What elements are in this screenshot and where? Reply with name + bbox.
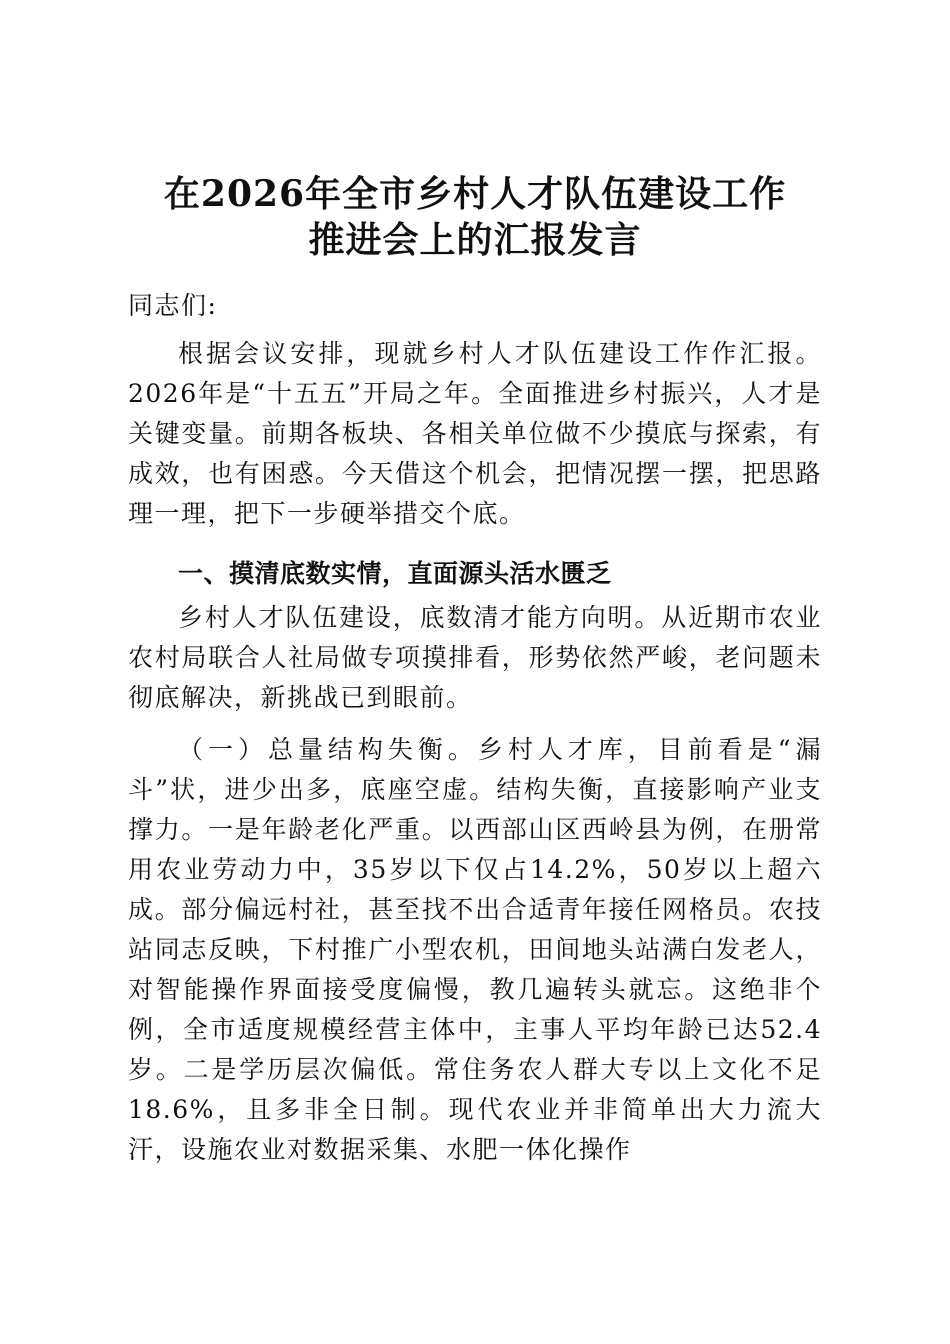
document-title-line-2: 推进会上的汇报发言 bbox=[308, 219, 642, 261]
greeting: 同志们: bbox=[128, 291, 218, 320]
paragraph-section-1-intro: 乡村人才队伍建设，底数清才能方向明。从近期市农业农村局联合人社局做专项摸排看，形势依然严峻，老问题未彻底解决，新挑战已到眼前。 bbox=[128, 603, 822, 712]
paragraph-intro: 根据会议安排，现就乡村人才队伍建设工作作汇报。2026年是“十五五”开局之年。全面推进乡村振兴，人才是关键变量。前期各板块、各相关单位做不少摸底与探索，有成效，也有困惑。今天借这个机会，把情况摆一摆，把思路理一理，把下一步硬举措交个底。 bbox=[128, 339, 822, 528]
document-title-line-1: 在2026年全市乡村人才队伍建设工作 bbox=[163, 173, 787, 215]
section-heading-1: 一、摸清底数实情，直面源头活水匮乏 bbox=[178, 559, 612, 588]
paragraph-subsection-1: （一）总量结构失衡。乡村人才库，目前看是“漏斗”状，进少出多，底座空虚。结构失衡，直接影响产业支撑力。一是年龄老化严重。以西部山区西岭县为例，在册常用农业劳动力中，35岁以下仅占14.2%，50岁以上超六成。部分偏远村社，甚至找不出合适青年接任网格员。农技站同志反映，下村推广小型农机，田间地头站满白发老人，对智能操作界面接受度偏慢，教几遍转头就忘。这绝非个例，全市适度规模经营主体中，主事人平均年龄已达52.4岁。二是学历层次偏低。常住务农人群大专以上文化不足18.6%，且多非全日制。现代农业并非简单出大力流大汗，设施农业对数据采集、水肥一体化操作 bbox=[128, 735, 822, 1164]
